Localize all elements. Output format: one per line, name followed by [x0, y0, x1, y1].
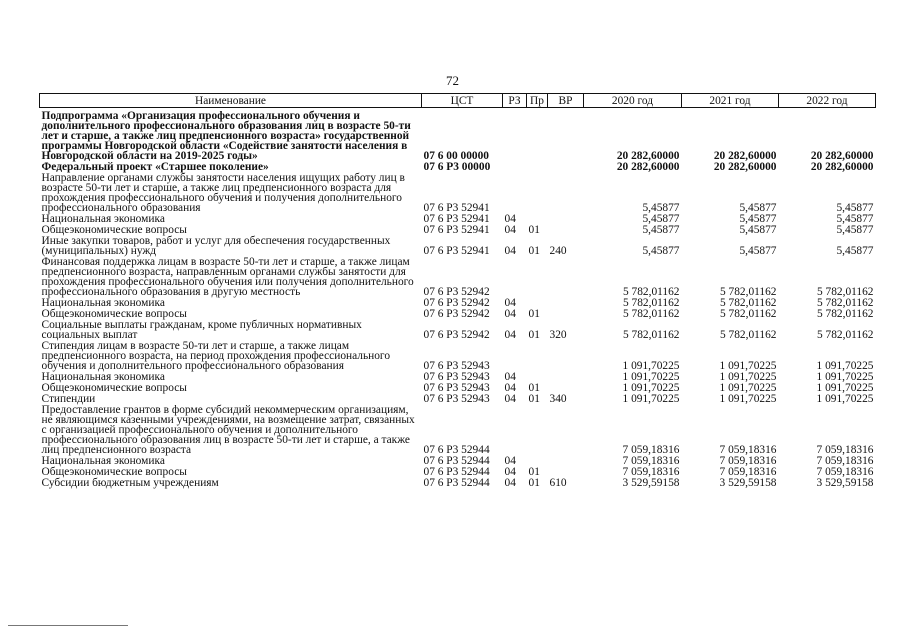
cell-rz — [503, 162, 527, 173]
footer-divider — [8, 625, 128, 626]
cell-name: Национальная экономика — [41, 455, 165, 467]
cell-y2021: 1 091,70225 — [719, 371, 777, 383]
cell-pr: 01 — [528, 245, 540, 257]
cell-cst: 07 6 00 00000 — [423, 150, 489, 162]
cell-cst: 07 6 P3 52943 — [423, 382, 490, 394]
cell-y2022: 20 282,60000 — [810, 161, 874, 173]
cell-vr — [548, 225, 584, 236]
cell-pr: 01 — [528, 382, 540, 394]
table-row — [40, 173, 876, 214]
cell-rz: 04 — [504, 213, 516, 225]
cell-name: Общеэкономические вопросы — [41, 382, 187, 394]
cell-rz: 04 — [504, 329, 516, 341]
cell-name: Подпрограмма «Организация профессионального обучения и дополнительного профессионального образования лиц в возрасте 50-ти лет и старше, а также лиц предпенсионного возраста» государственной программы Новгородской области «Содействие занятости населения в Новгородской области на 2019-2025 годы» — [41, 110, 411, 162]
cell-y2021: 7 059,18316 — [719, 444, 777, 456]
cell-pr — [527, 173, 548, 214]
cell-y2022: 7 059,18316 — [816, 466, 874, 478]
cell-rz: 04 — [504, 455, 516, 467]
cell-pr — [527, 108, 548, 163]
cell-name: Социальные выплаты гражданам, кроме публичных нормативных социальных выплат — [41, 319, 362, 341]
cell-y2021: 5,45877 — [739, 224, 777, 236]
cell-cst: 07 6 P3 52944 — [423, 477, 490, 489]
budget-table — [39, 93, 876, 489]
cell-y2022: 1 091,70225 — [816, 382, 874, 394]
cell-y2020: 5,45877 — [642, 202, 680, 214]
cell-name: Субсидии бюджетным учреждениям — [41, 477, 219, 489]
cell-y2021: 5 782,01162 — [719, 329, 777, 341]
cell-rz: 04 — [504, 297, 516, 309]
cell-y2020: 7 059,18316 — [622, 455, 680, 467]
cell-cst: 07 6 P3 52941 — [423, 202, 490, 214]
cell-y2020: 7 059,18316 — [622, 466, 680, 478]
cell-pr — [527, 162, 548, 173]
cell-rz: 04 — [504, 393, 516, 405]
cell-cst: 07 6 P3 52944 — [423, 444, 490, 456]
cell-vr: 240 — [549, 245, 567, 257]
cell-name: Финансовая поддержка лицам в возрасте 50-ти лет и старше, а также лицам предпенсионного возраста, направленным органами службы занятости для прохождения профессионального обучения или получения дополнительного профессионального образования в другую местность — [41, 256, 414, 298]
cell-y2020: 5,45877 — [642, 224, 680, 236]
cell-pr — [527, 405, 548, 456]
cell-y2022: 7 059,18316 — [816, 444, 874, 456]
cell-y2022: 5,45877 — [836, 224, 874, 236]
table-row — [40, 320, 876, 341]
cell-y2020: 5 782,01162 — [622, 308, 680, 320]
cell-pr — [527, 341, 548, 372]
cell-rz — [503, 405, 527, 456]
cell-y2021: 20 282,60000 — [713, 161, 777, 173]
cell-cst: 07 6 P3 52944 — [423, 455, 490, 467]
cell-rz — [503, 341, 527, 372]
cell-y2021: 5,45877 — [739, 202, 777, 214]
cell-y2021: 5,45877 — [739, 245, 777, 257]
cell-cst: 07 6 P3 52942 — [423, 308, 490, 320]
cell-vr — [548, 372, 584, 383]
header-2020: 2020 год — [584, 94, 682, 108]
cell-cst: 07 6 P3 52942 — [423, 286, 490, 298]
cell-rz: 04 — [504, 382, 516, 394]
cell-y2022: 7 059,18316 — [816, 455, 874, 467]
cell-name: Стипендии — [41, 393, 96, 405]
cell-y2021: 5,45877 — [739, 213, 777, 225]
page-number: 72 — [446, 73, 459, 88]
header-pr: Пр — [527, 94, 548, 108]
cell-y2021: 3 529,59158 — [719, 477, 777, 489]
cell-cst: 07 6 P3 52942 — [423, 329, 490, 341]
cell-y2021: 5 782,01162 — [719, 297, 777, 309]
cell-rz: 04 — [504, 224, 516, 236]
cell-rz: 04 — [504, 245, 516, 257]
cell-vr — [548, 298, 584, 309]
cell-vr: 340 — [549, 393, 567, 405]
table-row — [40, 405, 876, 456]
cell-cst: 07 6 P3 52941 — [423, 213, 490, 225]
cell-y2022: 20 282,60000 — [810, 150, 874, 162]
header-2021: 2021 год — [682, 94, 779, 108]
cell-vr — [548, 173, 584, 214]
cell-pr: 01 — [528, 477, 540, 489]
cell-name: Направление органами службы занятости населения ищущих работу лиц в возрасте 50-ти лет и старше, а также лиц предпенсионного возраста для прохождения профессионального обучения и получения дополнительного профессионального образования — [41, 172, 405, 214]
cell-y2020: 3 529,59158 — [622, 477, 680, 489]
cell-vr: 320 — [549, 329, 567, 341]
cell-pr: 01 — [528, 466, 540, 478]
cell-y2022: 5,45877 — [836, 202, 874, 214]
cell-y2022: 5,45877 — [836, 213, 874, 225]
cell-vr — [548, 309, 584, 320]
cell-name: Общеэкономические вопросы — [41, 224, 187, 236]
cell-name: Национальная экономика — [41, 371, 165, 383]
cell-cst: 07 6 P3 52944 — [423, 466, 490, 478]
cell-y2021: 5 782,01162 — [719, 308, 777, 320]
cell-y2021: 7 059,18316 — [719, 455, 777, 467]
cell-rz — [503, 108, 527, 163]
cell-vr — [548, 257, 584, 298]
table-row — [40, 257, 876, 298]
cell-y2020: 20 282,60000 — [616, 161, 680, 173]
cell-vr — [548, 456, 584, 467]
cell-y2020: 5,45877 — [642, 245, 680, 257]
cell-rz: 04 — [504, 371, 516, 383]
cell-y2020: 5 782,01162 — [622, 329, 680, 341]
cell-rz: 04 — [504, 308, 516, 320]
cell-y2022: 5 782,01162 — [816, 329, 874, 341]
cell-y2021: 20 282,60000 — [713, 150, 777, 162]
header-vr: ВР — [548, 94, 584, 108]
cell-pr: 01 — [528, 308, 540, 320]
cell-rz: 04 — [504, 477, 516, 489]
cell-y2020: 7 059,18316 — [622, 444, 680, 456]
cell-vr: 610 — [549, 477, 567, 489]
cell-vr — [548, 108, 584, 163]
cell-cst: 07 6 P3 52943 — [423, 371, 490, 383]
cell-vr — [548, 214, 584, 225]
cell-cst: 07 6 P3 52941 — [423, 224, 490, 236]
cell-pr: 01 — [528, 224, 540, 236]
cell-y2020: 1 091,70225 — [622, 371, 680, 383]
cell-y2020: 20 282,60000 — [616, 150, 680, 162]
cell-y2020: 5,45877 — [642, 213, 680, 225]
cell-y2022: 1 091,70225 — [816, 360, 874, 372]
header-2022: 2022 год — [779, 94, 876, 108]
cell-vr — [548, 405, 584, 456]
cell-y2022: 5,45877 — [836, 245, 874, 257]
cell-name: Национальная экономика — [41, 297, 165, 309]
cell-vr — [548, 162, 584, 173]
cell-name: Стипендия лицам в возрасте 50-ти лет и старше, а также лицам предпенсионного возраста, на период прохождения профессионального обучения и дополнительного профессионального образования — [41, 340, 391, 372]
cell-cst: 07 6 P3 52943 — [423, 360, 490, 372]
cell-rz — [503, 173, 527, 214]
cell-pr — [527, 257, 548, 298]
cell-y2022: 1 091,70225 — [816, 393, 874, 405]
cell-cst: 07 6 P3 52942 — [423, 297, 490, 309]
header-cst: ЦСТ — [422, 94, 503, 108]
cell-pr: 01 — [528, 329, 540, 341]
cell-y2022: 5 782,01162 — [816, 297, 874, 309]
cell-name: Национальная экономика — [41, 213, 165, 225]
cell-rz — [503, 257, 527, 298]
cell-y2020: 1 091,70225 — [622, 393, 680, 405]
cell-y2021: 1 091,70225 — [719, 393, 777, 405]
cell-name: Иные закупки товаров, работ и услуг для обеспечения государственных (муниципальных) нужд — [41, 235, 391, 257]
cell-y2022: 3 529,59158 — [816, 477, 874, 489]
cell-name: Общеэкономические вопросы — [41, 466, 187, 478]
cell-y2021: 7 059,18316 — [719, 466, 777, 478]
table-header-row — [40, 94, 876, 108]
cell-y2022: 5 782,01162 — [816, 286, 874, 298]
table-row — [40, 478, 876, 489]
cell-y2022: 1 091,70225 — [816, 371, 874, 383]
cell-name: Предоставление грантов в форме субсидий некоммерческим организациям, не являющимся казенными учреждениями, на возмещение затрат, связанных с организацией профессионального обучения и дополнительного профессионального образования лиц в возрасте 50-ти лет и старше, а также лиц предпенсионного возраста — [41, 404, 415, 456]
cell-y2020: 5 782,01162 — [622, 297, 680, 309]
cell-cst: 07 6 P3 52941 — [423, 245, 490, 257]
table-row — [40, 341, 876, 372]
cell-y2020: 1 091,70225 — [622, 360, 680, 372]
cell-cst: 07 6 P3 00000 — [423, 161, 491, 173]
header-name: Наименование — [40, 94, 422, 108]
cell-y2021: 1 091,70225 — [719, 382, 777, 394]
table-body — [40, 108, 876, 490]
cell-y2020: 1 091,70225 — [622, 382, 680, 394]
cell-pr: 01 — [528, 393, 540, 405]
header-rz: РЗ — [503, 94, 527, 108]
table-row — [40, 108, 876, 163]
table-row — [40, 236, 876, 257]
cell-y2022: 5 782,01162 — [816, 308, 874, 320]
cell-cst: 07 6 P3 52943 — [423, 393, 490, 405]
cell-y2020: 5 782,01162 — [622, 286, 680, 298]
cell-vr — [548, 341, 584, 372]
cell-rz: 04 — [504, 466, 516, 478]
cell-y2021: 1 091,70225 — [719, 360, 777, 372]
cell-y2021: 5 782,01162 — [719, 286, 777, 298]
cell-name: Федеральный проект «Старшее поколение» — [41, 161, 269, 173]
cell-name: Общеэкономические вопросы — [41, 308, 187, 320]
